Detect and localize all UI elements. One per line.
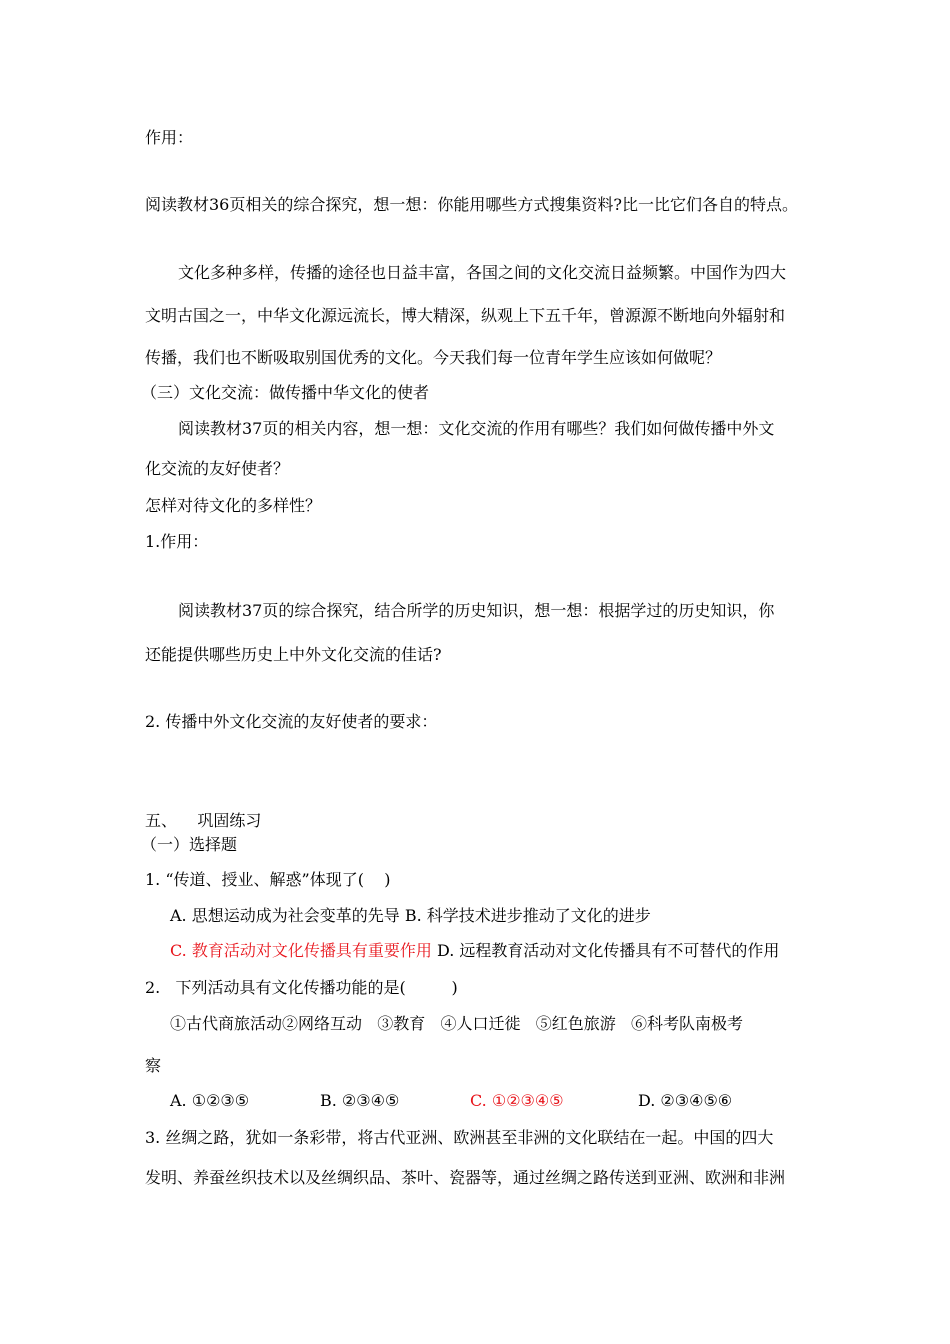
section-heading: （三）文化交流：做传播中华文化的使者: [141, 383, 430, 402]
text-line: 文明古国之一，中华文化源远流长，博大精深，纵观上下五千年，曾源源不断地向外辐射和: [145, 306, 786, 325]
text-line: 文化多种多样，传播的途径也日益丰富，各国之间的文化交流日益频繁。中国作为四大: [178, 263, 787, 282]
option-a: A. ①②③⑤: [170, 1091, 250, 1110]
question-2: 2. 下列活动具有文化传播功能的是( ): [145, 978, 458, 997]
text-line: 还能提供哪些历史上中外文化交流的佳话?: [145, 645, 442, 664]
text-line: 化交流的友好使者？: [145, 459, 290, 478]
option-c-answer: C. ①②③④⑤: [470, 1091, 564, 1110]
text-line: 阅读教材37页的相关内容，想一想：文化交流的作用有哪些？我们如何做传播中外文: [178, 419, 775, 438]
question-3: 3. 丝绸之路，犹如一条彩带，将古代亚洲、欧洲甚至非洲的文化联结在一起。中国的四大: [145, 1128, 774, 1147]
text-line: 察: [145, 1056, 162, 1075]
text-line: 传播，我们也不断吸取别国优秀的文化。今天我们每一位青年学生应该如何做呢？: [145, 348, 722, 367]
option-b: B. ②③④⑤: [320, 1091, 400, 1110]
text-line: 作用：: [145, 128, 194, 147]
section-heading: （一）选择题: [141, 835, 238, 854]
text-line: 1.作用：: [145, 532, 209, 551]
text-line: 2. 传播中外文化交流的友好使者的要求：: [145, 712, 438, 731]
question-2-items: ①古代商旅活动②网络互动 ③教育 ④人口迁徙 ⑤红色旅游 ⑥科考队南极考: [170, 1014, 744, 1033]
text-line: 怎样对待文化的多样性？: [145, 496, 322, 515]
text-line: 阅读教材36页相关的综合探究，想一想：你能用哪些方式搜集资料?比一比它们各自的特点。: [145, 195, 798, 214]
option-d: D. ②③④⑤⑥: [638, 1091, 733, 1110]
question-1-options-ab: A. 思想运动成为社会变革的先导 B. 科学技术进步推动了文化的进步: [170, 906, 651, 925]
question-1-options-cd: [170, 941, 779, 961]
answer-highlight: C. 教育活动对文化传播具有重要作用: [170, 941, 432, 960]
section-heading: 五、 巩固练习: [145, 811, 262, 830]
option-d: D. 远程教育活动对文化传播具有不可替代的作用: [431, 941, 780, 960]
question-1: 1. “传道、授业、解惑”体现了( ): [145, 870, 391, 889]
text-line: 阅读教材37页的综合探究，结合所学的历史知识，想一想：根据学过的历史知识，你: [178, 601, 775, 620]
text-line: 发明、养蚕丝织技术以及丝绸织品、茶叶、瓷器等，通过丝绸之路传送到亚洲、欧洲和非洲: [145, 1168, 786, 1187]
